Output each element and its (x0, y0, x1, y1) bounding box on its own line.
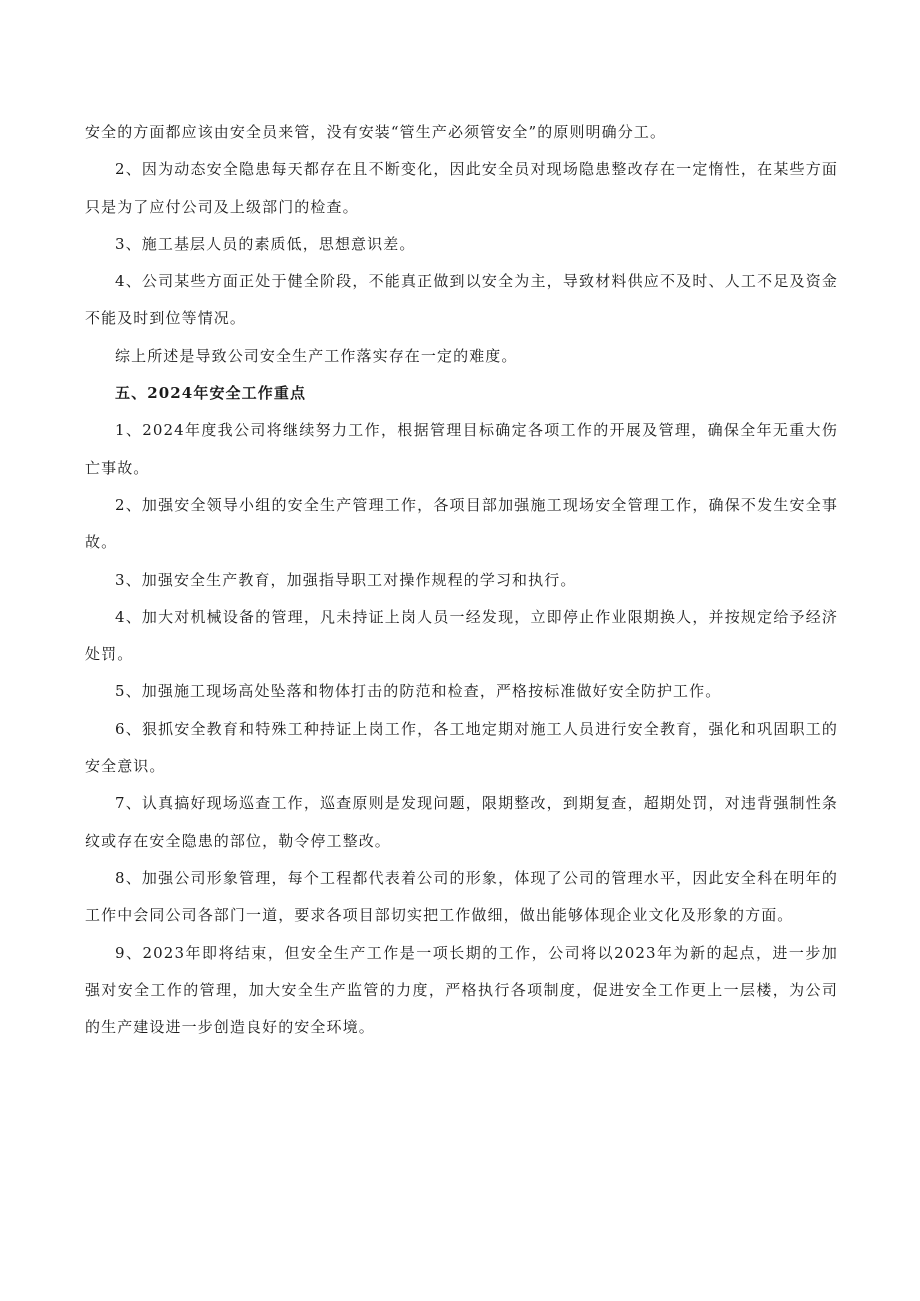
focus-item-5: 5、加强施工现场高处坠落和物体打击的防范和检查，严格按标准做好安全防护工作。 (115, 682, 722, 701)
paragraph-summary: 综上所述是导致公司安全生产工作落实存在一定的难度。 (115, 346, 518, 365)
paragraph-item-2: 2、因为动态安全隐患每天都存在且不断变化，因此安全员对现场隐患整改存在一定惰性，在某些方面只是为了应付公司及上级部门的检查。 (85, 160, 838, 216)
focus-item-6: 6、狠抓安全教育和特殊工种持证上岗工作，各工地定期对施工人员进行安全教育，强化和巩固职工的安全意识。 (85, 719, 838, 776)
focus-item-1: 1、2024年度我公司将继续努力工作，根据管理目标确定各项工作的开展及管理，确保全年无重大伤亡事故。 (85, 421, 838, 477)
section-heading: 五、2024年安全工作重点 (115, 384, 307, 403)
focus-item-3: 3、加强安全生产教育，加强指导职工对操作规程的学习和执行。 (115, 570, 577, 589)
focus-item-2: 2、加强安全领导小组的安全生产管理工作，各项目部加强施工现场安全管理工作，确保不发生安全事故。 (85, 495, 838, 552)
focus-item-4: 4、加大对机械设备的管理，凡未持证上岗人员一经发现，立即停止作业限期换人，并按规定给予经济处罚。 (85, 607, 838, 664)
document-page (85, 114, 838, 1046)
focus-item-8: 8、加强公司形象管理，每个工程都代表着公司的形象，体现了公司的管理水平，因此安全科在明年的工作中会同公司各部门一道，要求各项目部切实把工作做细，做出能够体现企业文化及形象的方面。 (85, 868, 838, 925)
paragraph-item-3: 3、施工基层人员的素质低，思想意识差。 (115, 234, 416, 253)
focus-item-9: 9、2023年即将结束，但安全生产工作是一项长期的工作，公司将以2023年为新的起点，进一步加强对安全工作的管理，加大安全生产监管的力度，严格执行各项制度，促进安全工作更上一层楼，为公司的生产建设进一步创造良好的安全环境。 (85, 943, 838, 1037)
paragraph-item-4: 4、公司某些方面正处于健全阶段，不能真正做到以安全为主，导致材料供应不及时、人工不足及资金不能及时到位等情况。 (85, 272, 838, 328)
focus-item-7: 7、认真搞好现场巡查工作，巡查原则是发现问题，限期整改，到期复查，超期处罚，对违背强制性条纹或存在安全隐患的部位，勒令停工整改。 (85, 794, 838, 850)
paragraph-continuation: 安全的方面都应该由安全员来管，没有安装“管生产必须管安全”的原则明确分工。 (85, 123, 667, 141)
